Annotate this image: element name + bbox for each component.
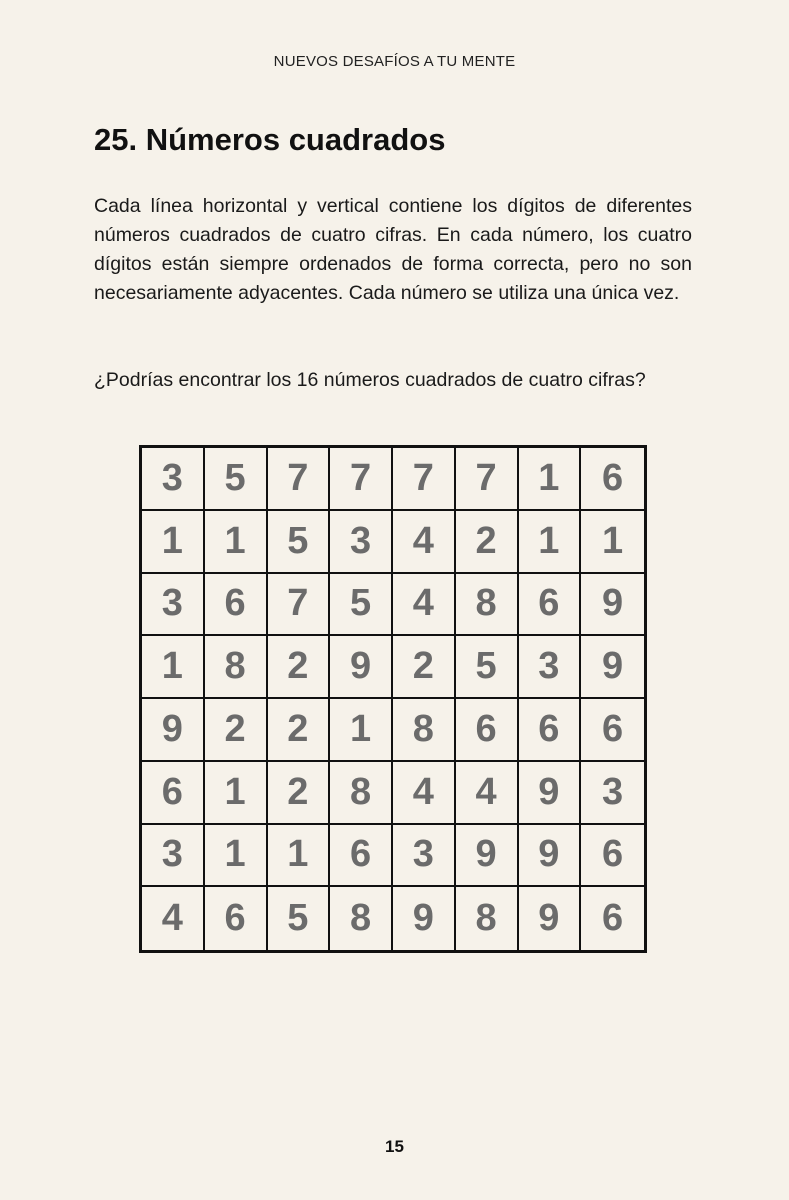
grid-cell: 3 — [142, 825, 205, 888]
grid-cell: 8 — [456, 574, 519, 637]
grid-cell: 6 — [581, 699, 644, 762]
grid-cell: 1 — [519, 448, 582, 511]
grid-cell: 8 — [330, 887, 393, 950]
grid-cell: 6 — [456, 699, 519, 762]
grid-cell: 9 — [519, 762, 582, 825]
grid-cell: 9 — [519, 825, 582, 888]
grid-cell: 9 — [393, 887, 456, 950]
grid-cell: 3 — [330, 511, 393, 574]
grid-cell: 4 — [142, 887, 205, 950]
grid-cell: 3 — [393, 825, 456, 888]
grid-cell: 7 — [393, 448, 456, 511]
grid-cell: 2 — [205, 699, 268, 762]
grid-cell: 6 — [581, 825, 644, 888]
grid-cell: 9 — [142, 699, 205, 762]
grid-cell: 8 — [205, 636, 268, 699]
grid-cell: 5 — [268, 511, 331, 574]
grid-cell: 2 — [268, 762, 331, 825]
grid-cell: 1 — [519, 511, 582, 574]
grid-cell: 5 — [456, 636, 519, 699]
grid-cell: 1 — [205, 825, 268, 888]
grid-cell: 2 — [268, 636, 331, 699]
grid-cell: 6 — [519, 699, 582, 762]
grid-cell: 1 — [268, 825, 331, 888]
grid-cell: 6 — [602, 897, 624, 940]
grid-cell: 6 — [330, 825, 393, 888]
grid-cell: 6 — [142, 762, 205, 825]
grid-cell: 3 — [581, 762, 644, 825]
grid-cell: 7 — [268, 574, 331, 637]
grid-cell: 3 — [142, 574, 205, 637]
puzzle-question: ¿Podrías encontrar los 16 números cuadrados de cuatro cifras? — [94, 369, 646, 391]
grid-cell: 7 — [268, 448, 331, 511]
grid-cell: 9 — [581, 574, 644, 637]
grid-cell: 9 — [330, 636, 393, 699]
grid-cell: 1 — [142, 636, 205, 699]
grid-cell: 5 — [205, 448, 268, 511]
grid-cell: 9 — [456, 825, 519, 888]
grid-cell: 2 — [393, 636, 456, 699]
grid-cell: 2 — [456, 511, 519, 574]
grid-cell: 6 — [205, 887, 268, 950]
grid-cell: 6 — [581, 448, 644, 511]
grid-cell: 1 — [330, 699, 393, 762]
page-number: 15 — [385, 1137, 404, 1156]
grid-cell: 1 — [205, 511, 268, 574]
digit-grid — [139, 445, 647, 953]
grid-cell: 3 — [142, 448, 205, 511]
grid-cell: 4 — [456, 762, 519, 825]
grid-cell: 4 — [393, 511, 456, 574]
puzzle-title: 25. Números cuadrados — [94, 122, 446, 157]
grid-cell: 8 — [393, 699, 456, 762]
grid-cell: 8 — [456, 887, 519, 950]
grid-cell: 1 — [142, 511, 205, 574]
grid-cell: 1 — [581, 511, 644, 574]
running-header: NUEVOS DESAFÍOS A TU MENTE — [273, 53, 516, 70]
grid-cell: 7 — [330, 448, 393, 511]
grid-cell: 5 — [268, 887, 331, 950]
grid-cell: 1 — [205, 762, 268, 825]
grid-cell: 6 — [205, 574, 268, 637]
grid-cell: 8 — [330, 762, 393, 825]
grid-cell: 4 — [393, 762, 456, 825]
grid-cell: 9 — [519, 887, 582, 950]
grid-cell: 5 — [330, 574, 393, 637]
grid-cell: 3 — [519, 636, 582, 699]
grid-cell: 7 — [456, 448, 519, 511]
grid-cell: 6 — [519, 574, 582, 637]
grid-cell: 4 — [393, 574, 456, 637]
grid-cell: 2 — [268, 699, 331, 762]
puzzle-instructions: Cada línea horizontal y vertical contiene los dígitos de diferentes números cuadrados de cuatro cifras. En cada número, los cuatro dígitos están siempre ordenados de forma correcta, pero no son necesariamente adyacentes. Cada número se utiliza una única vez. — [94, 195, 692, 304]
grid-cell: 9 — [581, 636, 644, 699]
